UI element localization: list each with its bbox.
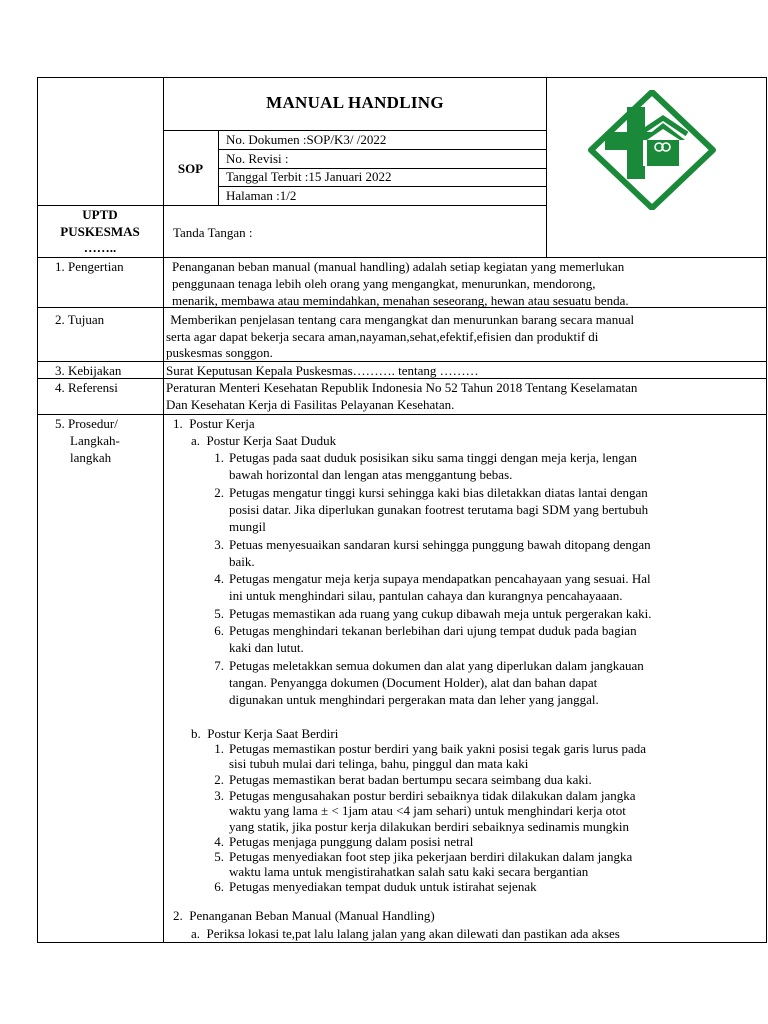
- duduk-item-line: Petugas mengatur meja kerja supaya mendapatkan pencahayaan yang sesuai. Hal: [229, 571, 651, 586]
- duduk-item-line: Petugas mengatur tinggi kursi sehingga kaki bias diletakkan diatas lantai dengan: [229, 485, 648, 500]
- tujuan-line-3: puskesmas songgon.: [166, 345, 273, 360]
- page-number: Halaman :1/2: [226, 188, 297, 203]
- berdiri-item-number: 4.: [214, 834, 224, 849]
- duduk-item-line: mungil: [229, 519, 266, 535]
- section-label-prosedur-3: langkah: [70, 450, 112, 465]
- signature-label: Tanda Tangan :: [173, 225, 253, 240]
- section-label-prosedur-1: 5. Prosedur/: [55, 416, 118, 431]
- document-title: MANUAL HANDLING: [266, 93, 444, 112]
- col-divider-left: [163, 77, 164, 943]
- duduk-item-number: 6.: [214, 623, 224, 638]
- duduk-item-line: Petugas memastikan ada ruang yang cukup dibawah meja untuk pergerakan kaki.: [229, 606, 652, 621]
- berdiri-item-line: Petugas memastikan postur berdiri yang baik yakni posisi tegak garis lurus pada: [229, 741, 646, 756]
- duduk-item-line: digunakan untuk menghindari pergerakan mata dan leher yang janggal.: [229, 692, 599, 708]
- duduk-item-line: Petuas menyesuaikan sandaran kursi sehingga punggung bawah ditopang dengan: [229, 537, 651, 552]
- row-referensi-bottom: [37, 414, 767, 415]
- pengertian-line-2: penggunaan tenaga lebih oleh orang yang mengangkat, menurunkan, mendorong,: [172, 276, 596, 291]
- section-label-prosedur-2: Langkah-: [70, 433, 120, 448]
- berdiri-item-line: Petugas menjaga punggung dalam posisi netral: [229, 834, 474, 849]
- tujuan-line-1: Memberikan penjelasan tentang cara mengangkat dan menurunkan barang secara manual: [167, 312, 635, 327]
- section-label-pengertian: 1. Pengertian: [55, 259, 124, 274]
- penanganan-item-a: a. Periksa lokasi te,pat lalu lalang jalan yang akan dilewati dan pastikan ada akses: [191, 926, 620, 941]
- duduk-item-number: 2.: [214, 485, 224, 500]
- heading-postur-berdiri: b. Postur Kerja Saat Berdiri: [191, 726, 339, 741]
- duduk-item-line: Petugas meletakkan semua dokumen dan alat yang diperlukan dalam jangkauan: [229, 658, 644, 673]
- table-border-top: [37, 77, 767, 78]
- table-border-bottom: [37, 942, 767, 943]
- berdiri-item-number: 5.: [214, 849, 224, 864]
- berdiri-item-line: waktu lama untuk mengistirahatkan salah satu kaki secara bergantian: [229, 864, 589, 880]
- berdiri-item-line: Petugas menyediakan foot step jika pekerjaan berdiri dilakukan dalam jangka: [229, 849, 633, 864]
- sop-label: SOP: [177, 161, 204, 176]
- berdiri-item-line: yang statik, jika postur kerja dilakukan berdiri sebaiknya sedinamis mungkin: [229, 818, 630, 834]
- berdiri-item-line: Petugas menyediakan tempat duduk untuk istirahat sejenak: [229, 879, 537, 894]
- org-name-line1: UPTD: [82, 207, 118, 222]
- berdiri-item-line: sisi tubuh mulai dari telinga, bahu, pinggul dan mata kaki: [229, 756, 529, 772]
- org-name-line3: ……..: [83, 240, 117, 255]
- doc-number: No. Dokumen :SOP/K3/ /2022: [226, 132, 387, 147]
- duduk-item-line: ini untuk menghindari silau, pantulan cahaya dan kurangnya pencahayaaan.: [229, 588, 623, 604]
- referensi-line-1: Peraturan Menteri Kesehatan Republik Indonesia No 52 Tahun 2018 Tentang Keselamatan: [166, 380, 638, 395]
- pengertian-line-1: Penanganan beban manual (manual handling) adalah setiap kegiatan yang memerlukan: [172, 259, 625, 274]
- berdiri-item-number: 6.: [214, 879, 224, 894]
- berdiri-item-line: Petugas mengusahakan postur berdiri sebaiknya tidak dilakukan dalam jangka: [229, 788, 636, 803]
- heading-postur-kerja: 1. Postur Kerja: [173, 416, 255, 431]
- heading-penanganan-beban: 2. Penanganan Beban Manual (Manual Handling): [173, 908, 435, 923]
- duduk-item-line: baik.: [229, 554, 255, 570]
- org-name-line2: PUSKESMAS: [60, 224, 140, 239]
- duduk-item-line: kaki dan lutut.: [229, 640, 304, 656]
- section-label-tujuan: 2. Tujuan: [55, 312, 105, 327]
- pengertian-line-3: menarik, membawa atau memindahkan, menahan seseorang, hewan atau sesuatu benda.: [172, 293, 629, 308]
- referensi-line-2: Dan Kesehatan Kerja di Fasilitas Pelayanan Kesehatan.: [166, 397, 455, 412]
- duduk-item-line: Petugas pada saat duduk posisikan siku sama tinggi dengan meja kerja, lengan: [229, 450, 637, 465]
- heading-postur-duduk: a. Postur Kerja Saat Duduk: [191, 433, 337, 448]
- revision-number: No. Revisi :: [226, 151, 289, 166]
- duduk-item-number: 7.: [214, 658, 224, 673]
- duduk-item-number: 3.: [214, 537, 224, 552]
- duduk-item-line: tangan. Penyangga dokumen (Document Holder), alat dan bahan dapat: [229, 675, 598, 691]
- tujuan-line-2: serta agar dapat bekerja secara aman,nayaman,sehat,efektif,efisien dan produktif di: [166, 329, 599, 344]
- berdiri-item-number: 3.: [214, 788, 224, 803]
- berdiri-item-line: waktu yang lama ± < 1jam atau <4 jam sehari) untuk menghindari kerja otot: [229, 803, 626, 819]
- section-label-kebijakan: 3. Kebijakan: [55, 363, 122, 378]
- duduk-item-line: Petugas menghindari tekanan berlebihan dari ujung tempat duduk pada bagian: [229, 623, 637, 638]
- issue-date: Tanggal Terbit :15 Januari 2022: [226, 169, 392, 184]
- table-border-right: [766, 77, 767, 943]
- berdiri-item-number: 2.: [214, 772, 224, 787]
- duduk-item-line: posisi datar. Jika diperlukan gunakan footrest terutama bagi SDM yang bertubuh: [229, 502, 649, 518]
- duduk-item-number: 4.: [214, 571, 224, 586]
- berdiri-item-line: Petugas memastikan berat badan bertumpu secara seimbang dua kaki.: [229, 772, 592, 787]
- kebijakan-text: Surat Keputusan Kepala Puskesmas………. tentang ………: [166, 363, 479, 378]
- section-label-referensi: 4. Referensi: [55, 380, 118, 395]
- duduk-item-number: 1.: [214, 450, 224, 465]
- puskesmas-logo-icon: [587, 90, 717, 210]
- duduk-item-number: 5.: [214, 606, 224, 621]
- duduk-item-line: bawah horizontal dan lengan atas menggantung bebas.: [229, 467, 513, 483]
- berdiri-item-number: 1.: [214, 741, 224, 756]
